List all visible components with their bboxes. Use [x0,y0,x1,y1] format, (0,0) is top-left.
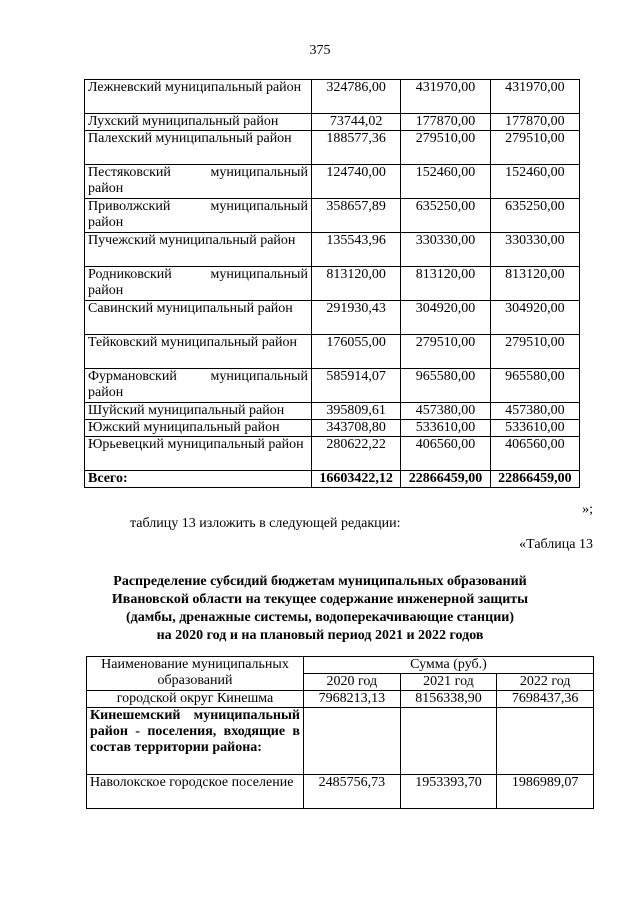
value-cell: 395809,61 [311,403,400,420]
table-row [87,775,594,809]
header-name-cell: Наименование муниципальных образований [87,657,304,691]
value-cell: 135543,96 [311,233,400,267]
value-cell: 635250,00 [401,199,490,233]
table-row [85,131,580,165]
table-row [85,114,580,131]
value-cell: 279510,00 [490,131,579,165]
closing-quote: »; [582,502,593,517]
value-cell: 406560,00 [490,437,579,471]
table-row [85,437,580,471]
value-cell: 457380,00 [490,403,579,420]
row-name-cell: Юрьевецкий муниципальный район [85,437,312,471]
value-cell: 7698437,36 [497,691,594,708]
total-row [85,471,580,488]
value-cell: 279510,00 [401,335,490,369]
value-cell: 965580,00 [401,369,490,403]
heading-line: (дамбы, дренажные системы, водоперекачивающие станции) [125,610,514,625]
value-cell: 7968213,13 [304,691,401,708]
value-cell: 280622,22 [311,437,400,471]
value-cell: 279510,00 [490,335,579,369]
value-cell: 124740,00 [311,165,400,199]
value-cell: 324786,00 [311,80,400,114]
value-cell: 1986989,07 [497,775,594,809]
instruction-text: таблицу 13 изложить в следующей редакции: [130,516,401,531]
table-row [85,403,580,420]
value-cell: 533610,00 [490,420,579,437]
table-heading [40,573,600,645]
table-row [85,335,580,369]
value-cell: 358657,89 [311,199,400,233]
row-name-cell: Тейковский муниципальный район [85,335,312,369]
row-name-cell: Палехский муниципальный район [85,131,312,165]
table-row [85,80,580,114]
value-cell: 176055,00 [311,335,400,369]
total-label-cell: Всего: [85,471,312,488]
value-cell: 965580,00 [490,369,579,403]
row-name-cell: городской округ Кинешма [87,691,304,708]
value-cell: 177870,00 [401,114,490,131]
row-name-cell: Лухский муниципальный район [85,114,312,131]
value-cell: 457380,00 [401,403,490,420]
row-name-cell: Пестяковский муниципальный район [85,165,312,199]
empty-cell [400,708,497,775]
value-cell: 152460,00 [401,165,490,199]
value-cell: 330330,00 [401,233,490,267]
section-row [87,708,594,775]
empty-cell [304,708,401,775]
value-cell: 188577,36 [311,131,400,165]
value-cell: 343708,80 [311,420,400,437]
row-name-cell: Пучежский муниципальный район [85,233,312,267]
table-row [85,233,580,267]
table-row [85,369,580,403]
row-name-cell: Родниковский муниципальный район [85,267,312,301]
total-value-cell: 22866459,00 [401,471,490,488]
row-name-cell: Шуйский муниципальный район [85,403,312,420]
page-number: 375 [309,43,331,58]
subsidy-table-13 [86,656,594,809]
section-name-cell: Кинешемский муниципальный район - поселения, входящие в состав территории района: [87,708,304,775]
row-name-cell: Наволокское городское поселение [87,775,304,809]
table-row [87,691,594,708]
table-row [85,199,580,233]
header-sum-cell: Сумма (руб.) [304,657,594,674]
value-cell: 1953393,70 [400,775,497,809]
heading-line: Ивановской области на текущее содержание инженерной защиты [111,592,529,607]
value-cell: 813120,00 [401,267,490,301]
table-row [85,267,580,301]
table-row [85,165,580,199]
value-cell: 431970,00 [490,80,579,114]
year-header-cell: 2022 год [497,674,594,691]
empty-cell [497,708,594,775]
value-cell: 585914,07 [311,369,400,403]
total-value-cell: 16603422,12 [311,471,400,488]
row-name-cell: Южский муниципальный район [85,420,312,437]
year-header-cell: 2020 год [304,674,401,691]
value-cell: 406560,00 [401,437,490,471]
value-cell: 73744,02 [311,114,400,131]
row-name-cell: Лежневский муниципальный район [85,80,312,114]
value-cell: 152460,00 [490,165,579,199]
value-cell: 431970,00 [401,80,490,114]
value-cell: 813120,00 [311,267,400,301]
value-cell: 635250,00 [490,199,579,233]
row-name-cell: Приволжский муниципальный район [85,199,312,233]
value-cell: 2485756,73 [304,775,401,809]
value-cell: 304920,00 [401,301,490,335]
row-name-cell: Фурмановский муниципальный район [85,369,312,403]
value-cell: 813120,00 [490,267,579,301]
table-row [85,301,580,335]
value-cell: 533610,00 [401,420,490,437]
year-header-cell: 2021 год [400,674,497,691]
value-cell: 304920,00 [490,301,579,335]
table-header-row [87,657,594,674]
total-value-cell: 22866459,00 [490,471,579,488]
value-cell: 177870,00 [490,114,579,131]
row-name-cell: Савинский муниципальный район [85,301,312,335]
heading-line: на 2020 год и на плановый период 2021 и 2022 годов [156,628,484,643]
table-row [85,420,580,437]
value-cell: 291930,43 [311,301,400,335]
heading-line: Распределение субсидий бюджетам муниципальных образований [113,574,527,589]
value-cell: 8156338,90 [400,691,497,708]
value-cell: 330330,00 [490,233,579,267]
value-cell: 279510,00 [401,131,490,165]
subsidy-table-continued [84,79,580,488]
table-label: «Таблица 13 [519,537,593,552]
